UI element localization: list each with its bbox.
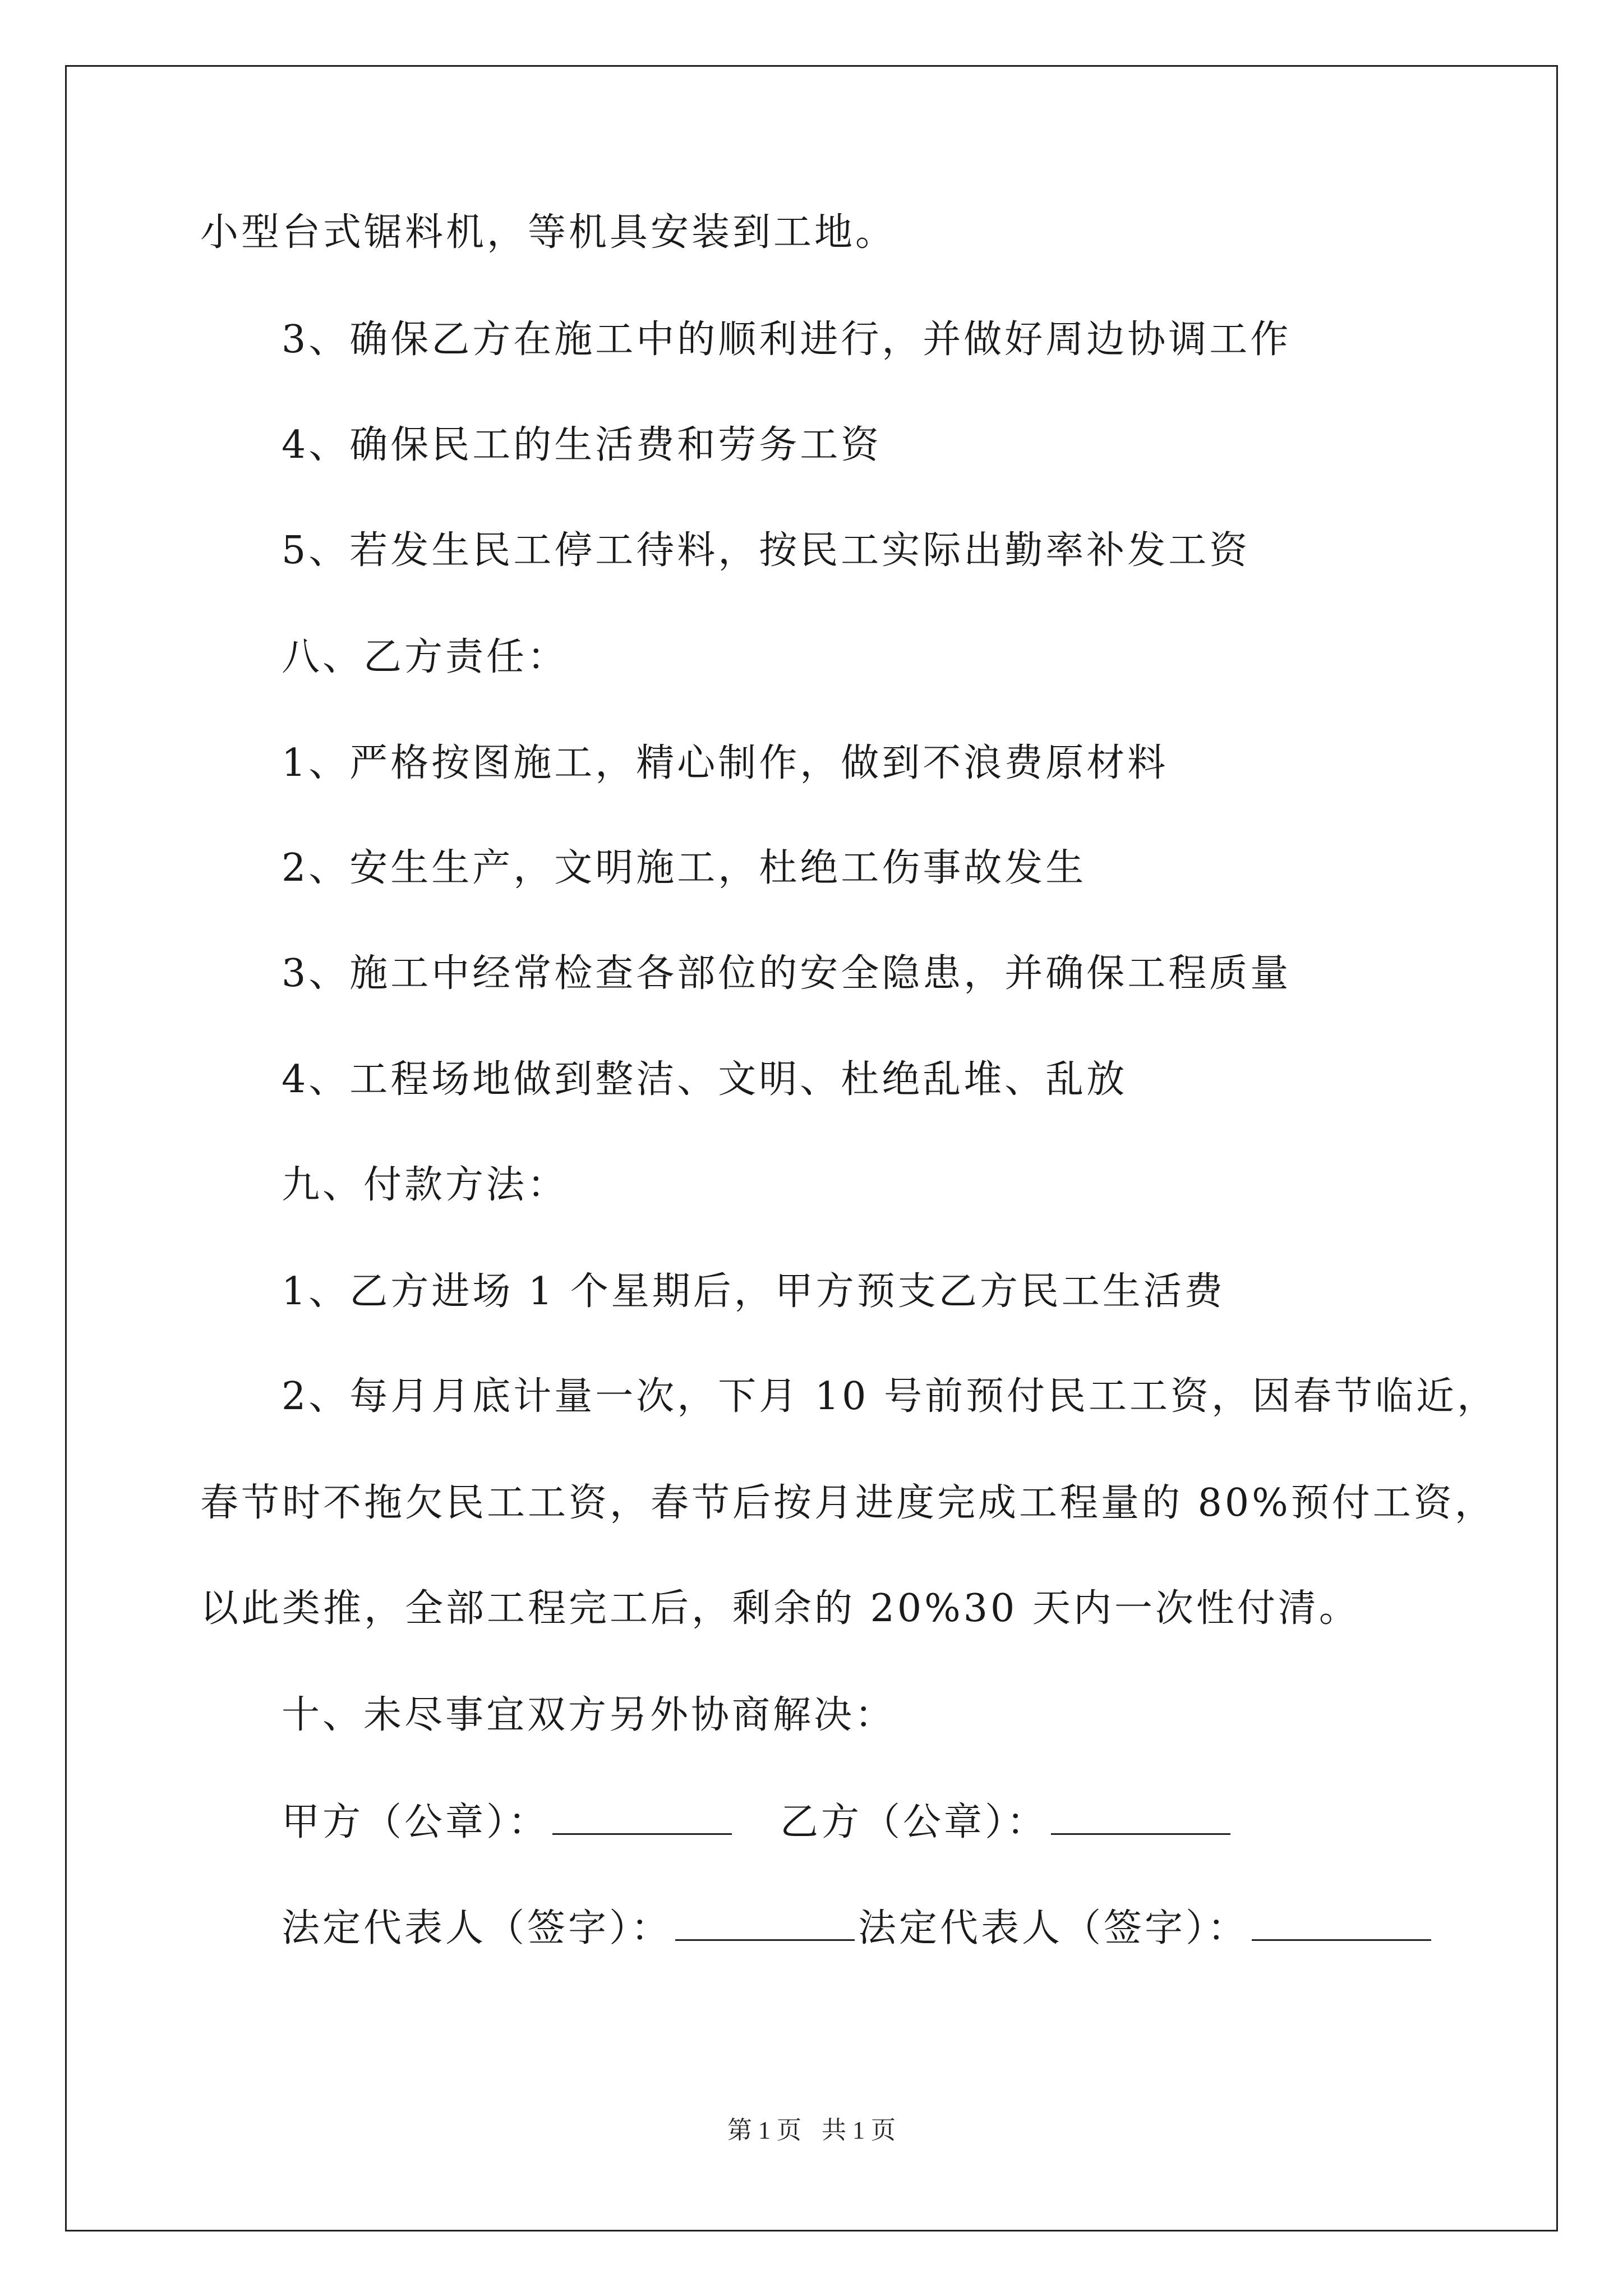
text-line: 1、严格按图施工，精心制作，做到不浪费原材料 xyxy=(282,741,1169,785)
text-line: 1、乙方进场 1 个星期后，甲方预支乙方民工生活费 xyxy=(282,1269,1225,1314)
text-line: 4、确保民工的生活费和劳务工资 xyxy=(282,423,882,467)
party-a-seal-label: 甲方（公章）： xyxy=(282,1800,550,1844)
text-line: 4、工程场地做到整洁、文明、杜绝乱堆、乱放 xyxy=(282,1057,1128,1102)
section-heading: 九、付款方法： xyxy=(282,1163,569,1207)
party-a-rep-label: 法定代表人（签字）： xyxy=(282,1906,672,1950)
text-line: 3、施工中经常检查各部位的安全隐患，并确保工程质量 xyxy=(282,951,1292,996)
party-b-seal-blank[interactable] xyxy=(1051,1798,1230,1835)
text-line: 5、若发生民工停工待料，按民工实际出勤率补发工资 xyxy=(282,528,1251,573)
text-line: 春节时不拖欠民工工资，春节后按月进度完成工程量的 80%预付工资， xyxy=(200,1481,1496,1525)
party-a-seal-blank[interactable] xyxy=(552,1798,732,1835)
page-footer xyxy=(0,2114,1623,2147)
seal-line xyxy=(282,1798,1234,1845)
text-line: 以此类推，全部工程完工后，剩余的 20%30 天内一次性付清。 xyxy=(200,1586,1360,1631)
page-number: 第 1 页 xyxy=(727,2116,801,2144)
party-a-rep-blank[interactable] xyxy=(675,1904,855,1941)
section-heading: 十、未尽事宜双方另外协商解决： xyxy=(282,1693,896,1737)
section-heading: 八、乙方责任： xyxy=(282,635,569,679)
party-b-rep-blank[interactable] xyxy=(1252,1904,1431,1941)
text-line: 3、确保乙方在施工中的顺利进行，并做好周边协调工作 xyxy=(282,318,1292,362)
representative-line xyxy=(282,1904,1435,1951)
text-line: 小型台式锯料机，等机具安装到工地。 xyxy=(200,210,897,255)
page-total: 共 1 页 xyxy=(822,2116,896,2144)
text-line: 2、安生生产，文明施工，杜绝工伤事故发生 xyxy=(282,846,1087,890)
text-line: 2、每月月底计量一次，下月 10 号前预付民工工资，因春节临近， xyxy=(282,1374,1498,1419)
party-b-rep-label: 法定代表人（签字）： xyxy=(858,1906,1249,1950)
party-b-seal-label: 乙方（公章）： xyxy=(780,1800,1048,1844)
